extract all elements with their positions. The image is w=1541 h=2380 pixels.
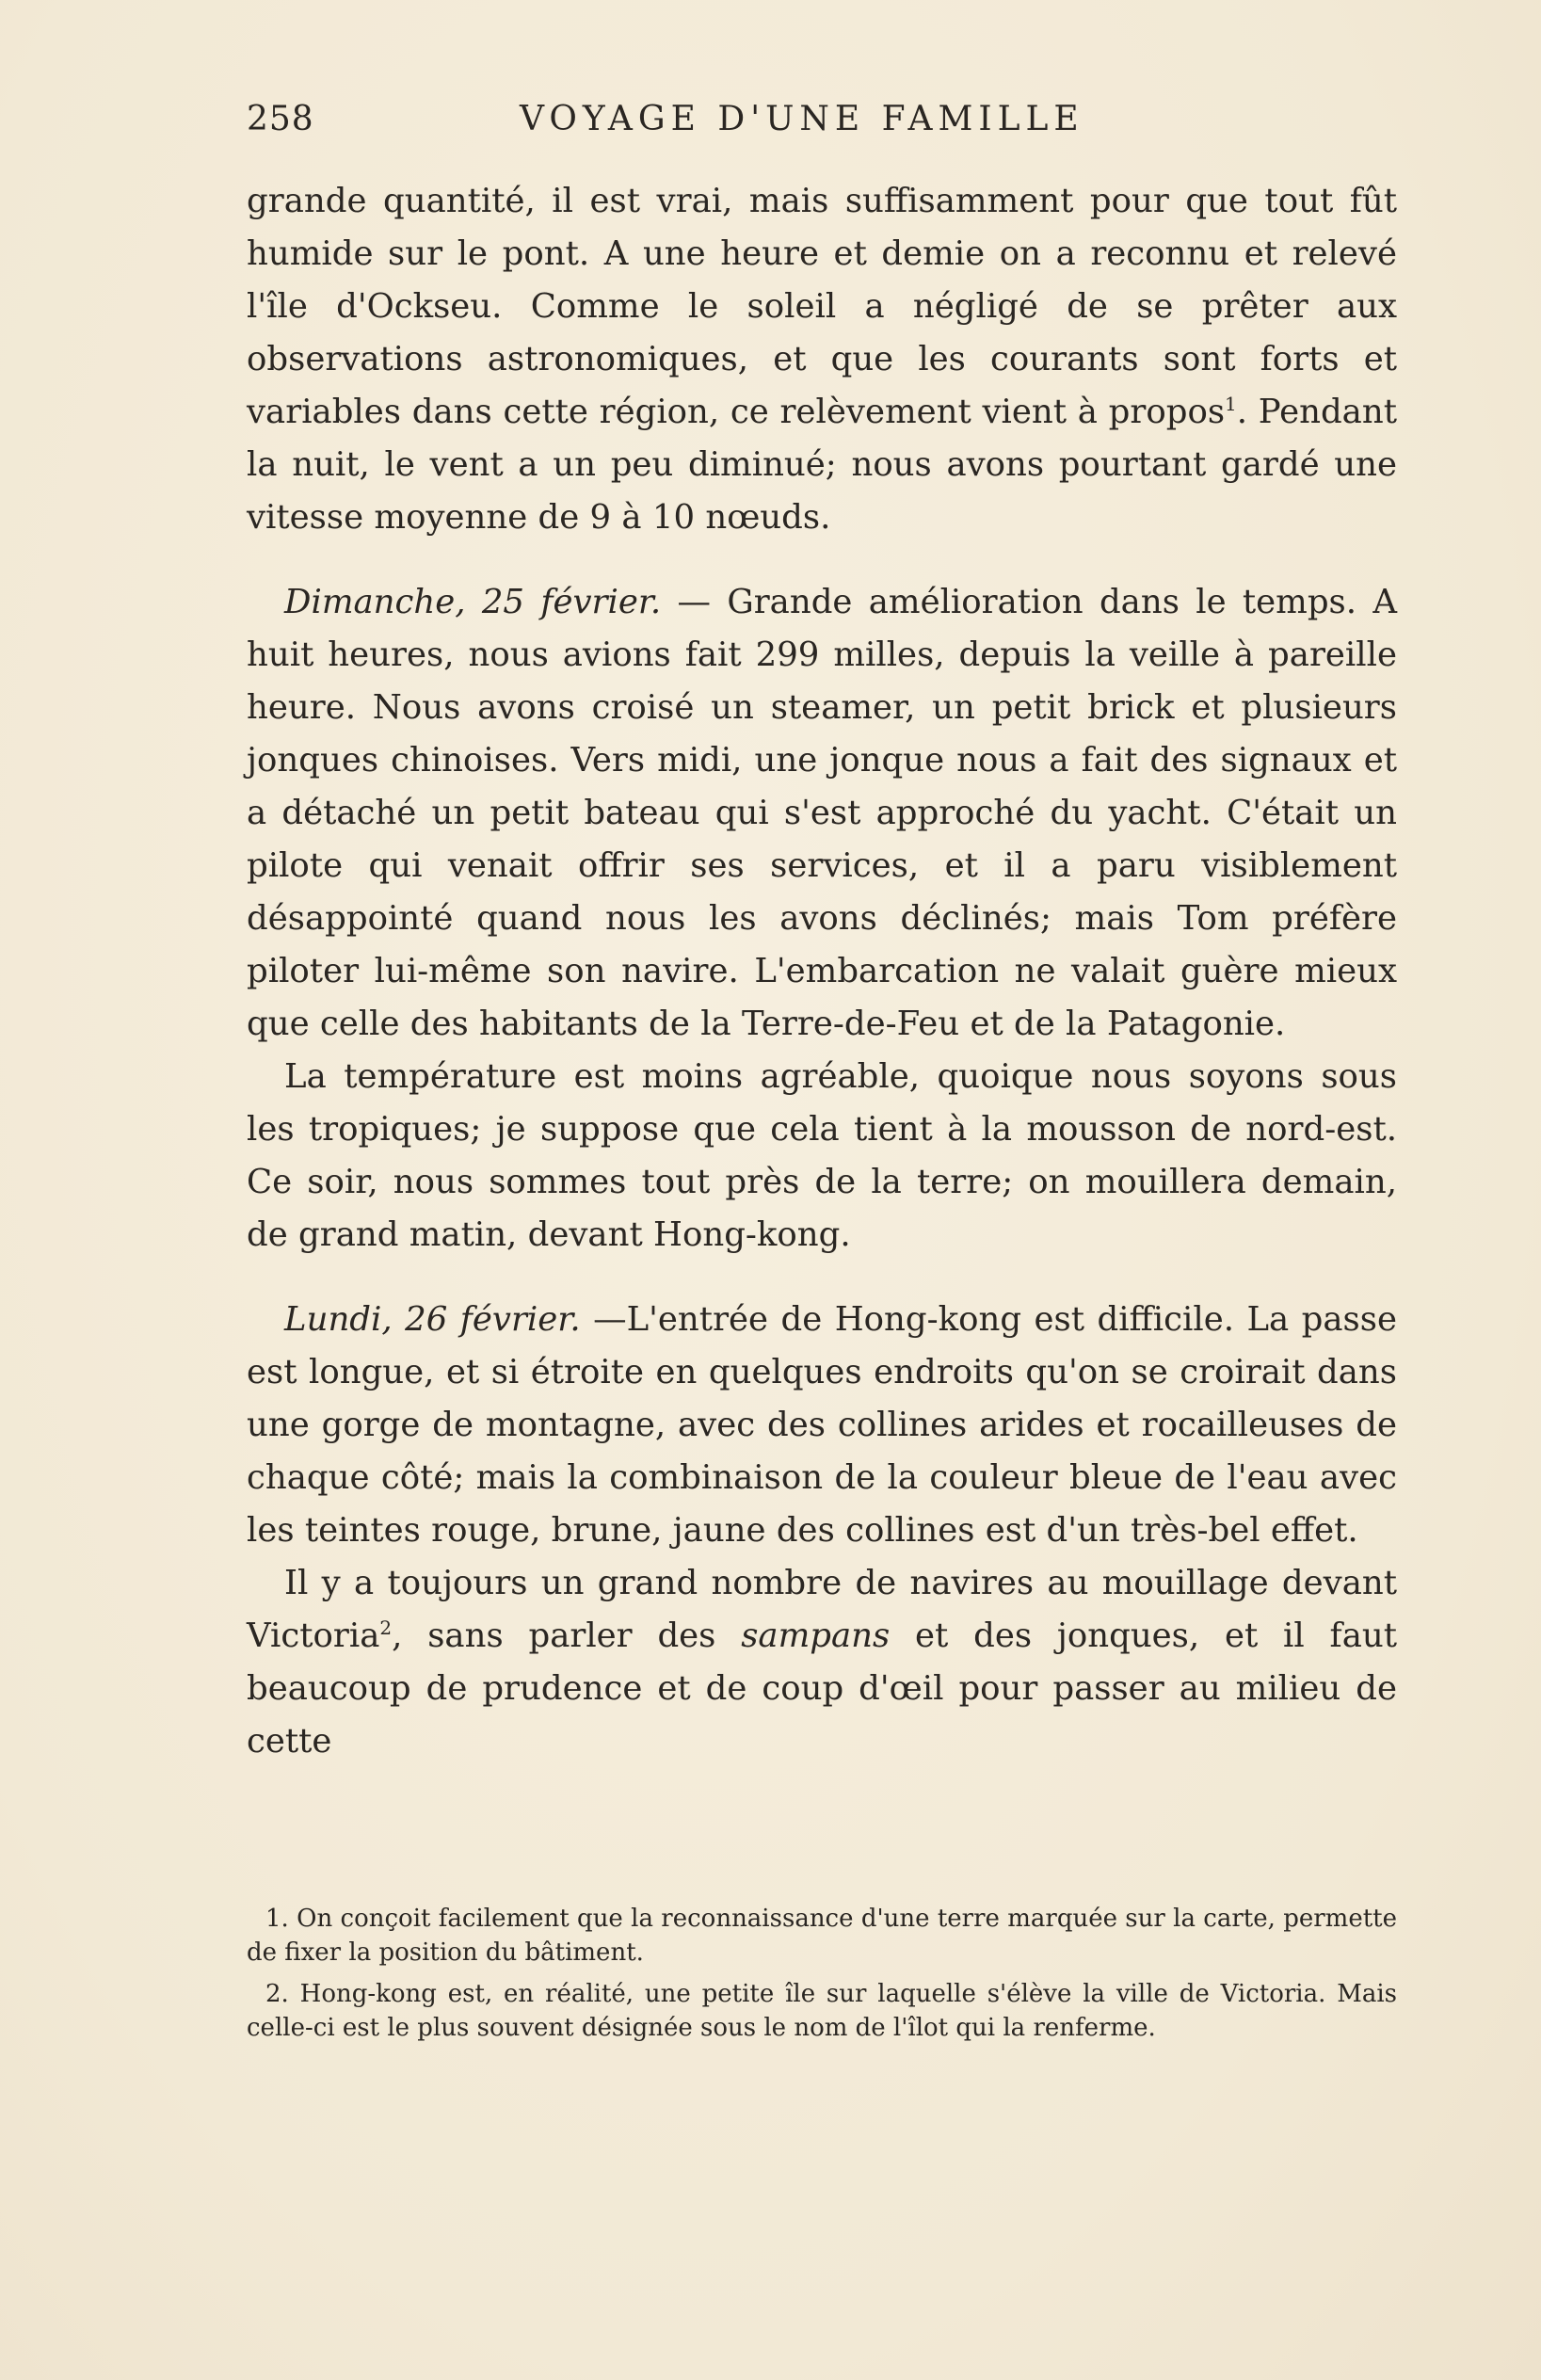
page-header bbox=[247, 100, 1132, 145]
paragraph-5-text-end: et des jonques, et il faut beaucoup de prudence et de coup d'œil pour passer au milieu de cette bbox=[247, 1616, 1397, 1761]
paragraph-2 bbox=[247, 576, 1397, 1051]
footnote-1: 1. On conçoit facilement que la reconnaissance d'une terre marquée sur la carte, permette de fixer la position du bâtiment. bbox=[247, 1905, 1397, 1967]
paragraph-3-text: La température est moins agréable, quoique nous soyons sous les tropiques; je suppose que cela tient à la mousson de nord-est. Ce soir, nous sommes tout près de la terre; on mouillera demain, de grand matin, devant Hong-kong. bbox=[247, 1057, 1397, 1254]
footnote-ref-1: 1 bbox=[1225, 393, 1237, 416]
paragraph-5-text: Il y a toujours un grand nombre de navires au mouillage devant Victoria bbox=[247, 1564, 1397, 1655]
entry-date-sunday: Dimanche, 25 février. bbox=[284, 583, 662, 621]
body-text bbox=[247, 175, 1397, 1768]
paragraph-1 bbox=[247, 175, 1397, 544]
paragraph-2-text: — Grande amélioration dans le temps. A huit heures, nous avions fait 299 milles, depuis la veille à pareille heure. Nous avons croisé un steamer, un petit brick et plusieurs jonques chinoises. Vers midi, une jonque nous a fait des signaux et a détaché un petit bateau qui s'est approché du yacht. C'était un pilote qui venait offrir ses services, et il a paru visiblement désappointé quand nous les avons déclinés; mais Tom préfère piloter lui-même son navire. L'embarcation ne valait guère mieux que celle des habitants de la Terre-de-Feu et de la Patagonie. bbox=[247, 583, 1398, 1043]
paragraph-1-text-end: . Pendant la nuit, le vent a un peu diminué; nous avons pourtant gardé une vitesse moyenne de 9 à 10 nœuds. bbox=[247, 393, 1397, 537]
footnote-2: 2. Hong-kong est, en réalité, une petite île sur laquelle s'élève la ville de Victoria. Mais celle-ci est le plus souvent désignée sous le nom de l'îlot qui la renferme. bbox=[247, 1980, 1397, 2042]
paragraph-5-text-middle: , sans parler des bbox=[392, 1616, 742, 1655]
paragraph-3 bbox=[247, 1051, 1397, 1262]
page-number: 258 bbox=[247, 100, 314, 138]
paragraph-4-text: —L'entrée de Hong-kong est difficile. La passe est longue, et si étroite en quelques endroits qu'on se croirait dans une gorge de montagne, avec des collines arides et rocailleuses de chaque côté; mais la combinaison de la couleur bleue de l'eau avec les teintes rouge, brune, jaune des collines est d'un très-bel effet. bbox=[247, 1300, 1397, 1550]
footnotes bbox=[247, 1902, 1397, 2052]
paragraph-4 bbox=[247, 1294, 1397, 1557]
paragraph-5-italic-word: sampans bbox=[741, 1616, 891, 1655]
paragraph-5 bbox=[247, 1557, 1397, 1768]
entry-date-monday: Lundi, 26 février. bbox=[284, 1300, 581, 1339]
footnote-ref-2: 2 bbox=[379, 1616, 393, 1640]
running-title: VOYAGE D'UNE FAMILLE bbox=[520, 100, 1084, 138]
paragraph-1-text: grande quantité, il est vrai, mais suffisamment pour que tout fût humide sur le pont. A une heure et demie on a reconnu et relevé l'île d'Ockseu. Comme le soleil a négligé de se prêter aux observations astronomiques, et que les courants sont forts et variables dans cette région, ce relèvement vient à propos bbox=[247, 182, 1397, 431]
